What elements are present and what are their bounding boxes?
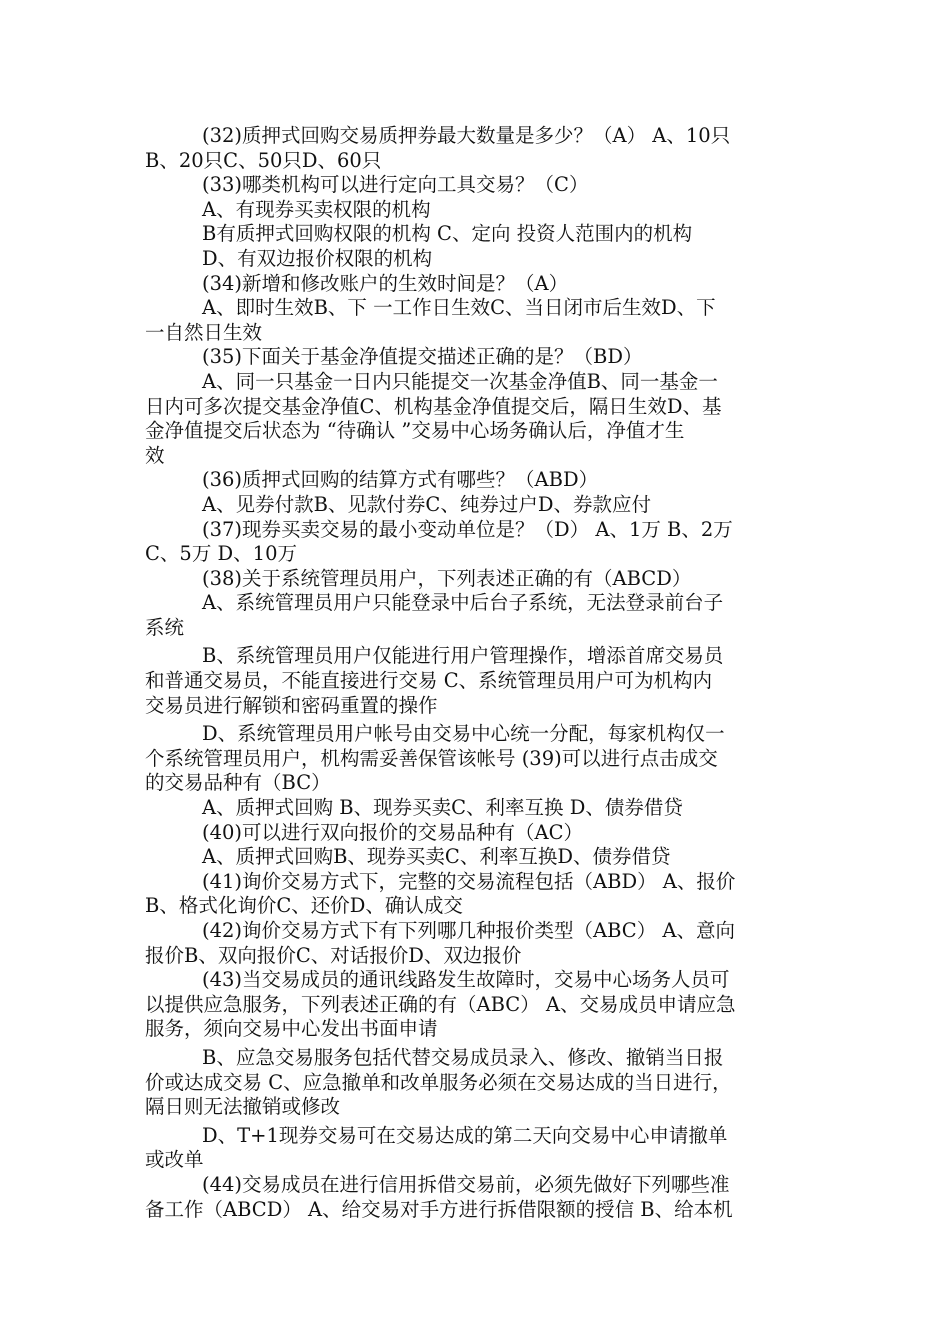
text-line: (35)下面关于基金净值提交描述正确的是？（BD） (202, 345, 643, 369)
text-line: (42)询价交易方式下有下列哪几种报价类型（ABC） A、意向 (202, 919, 736, 942)
text-line: A、系统管理员用户只能登录中后台子系统，无法登录前台子 (202, 591, 724, 615)
text-line: 报价B、双向报价C、对话报价D、双边报价 (145, 943, 522, 967)
text-line: 和普通交易员，不能直接进行交易 C、系统管理员用户可为机构内 (145, 669, 713, 693)
text-line: 的交易品种有（BC） (145, 771, 331, 795)
text-line: A、见券付款B、见款付券C、纯券过户D、券款应付 (202, 492, 651, 516)
text-line: (41)询价交易方式下，完整的交易流程包括（ABD） A、报价 (202, 869, 736, 893)
text-line: 交易员进行解锁和密码重置的操作 (145, 693, 438, 717)
text-line: D、系统管理员用户帐号由交易中心统一分配，每家机构仅一 (202, 722, 725, 746)
text-line: 金净值提交后状态为 “待确认 ”交易中心场务确认后，净值才生 (145, 419, 685, 443)
text-line: 以提供应急服务，下列表述正确的有（ABC） A、交易成员申请应急 (145, 992, 736, 1016)
text-line: 价或达成交易 C、应急撤单和改单服务必须在交易达成的当日进行， (145, 1070, 732, 1094)
text-line: 备工作（ABCD） A、给交易对手方进行拆借限额的授信 B、给本机 (145, 1197, 733, 1221)
text-line: 系统 (145, 615, 185, 639)
text-line: B、格式化询价C、还价D、确认成交 (145, 894, 463, 918)
text-line: (43)当交易成员的通讯线路发生故障时，交易中心场务人员可 (202, 968, 730, 992)
text-line: 隔日则无法撤销或修改 (145, 1095, 341, 1119)
text-line: 效 (145, 443, 165, 467)
text-line: C、5万 D、10万 (145, 542, 297, 566)
text-line: (34)新增和修改账户的生效时间是？（A） (202, 271, 569, 295)
text-line: B、系统管理员用户仅能进行用户管理操作，增添首席交易员 (202, 644, 724, 668)
text-line: (40)可以进行双向报价的交易品种有（AC） (202, 820, 584, 844)
text-line: A、质押式回购B、现券买卖C、利率互换D、债券借贷 (202, 845, 671, 869)
document-body (145, 124, 817, 1222)
text-line: (33)哪类机构可以进行定向工具交易？（C） (202, 173, 589, 197)
text-line: 一自然日生效 (145, 320, 263, 344)
text-line: 个系统管理员用户，机构需妥善保管该帐号 (39)可以进行点击成交 (145, 746, 718, 770)
text-line: 或改单 (145, 1148, 204, 1172)
text-line: (37)现券买卖交易的最小变动单位是？（D） A、1万 B、2万 (202, 517, 733, 541)
text-line: (38)关于系统管理员用户，下列表述正确的有（ABCD） (202, 566, 692, 590)
text-line: A、同一只基金一日内只能提交一次基金净值B、同一基金一 (202, 369, 718, 393)
text-line: (44)交易成员在进行信用拆借交易前，必须先做好下列哪些准 (202, 1172, 730, 1196)
text-line: 日内可多次提交基金净值C、机构基金净值提交后，隔日生效D、基 (145, 394, 722, 418)
text-line: (36)质押式回购的结算方式有哪些？（ABD） (202, 468, 599, 492)
text-line: A、即时生效B、下 一工作日生效C、当日闭市后生效D、下 (202, 296, 716, 320)
text-line: B、20只C、50只D、60只 (145, 148, 382, 172)
text-line: B有质押式回购权限的机构 C、定向 投资人范围内的机构 (202, 222, 693, 246)
text-line: A、有现券买卖权限的机构 (202, 197, 431, 221)
text-line: (32)质押式回购交易质押券最大数量是多少？（A） A、10只 (202, 124, 731, 147)
text-line: A、质押式回购 B、现券买卖C、利率互换 D、债券借贷 (202, 796, 683, 820)
text-line: D、有双边报价权限的机构 (202, 246, 433, 270)
text-line: B、应急交易服务包括代替交易成员录入、修改、撤销当日报 (202, 1045, 724, 1069)
text-line: D、T+1现券交易可在交易达成的第二天向交易中心申请撤单 (202, 1123, 728, 1147)
text-line: 服务，须向交易中心发出书面申请 (145, 1017, 438, 1041)
